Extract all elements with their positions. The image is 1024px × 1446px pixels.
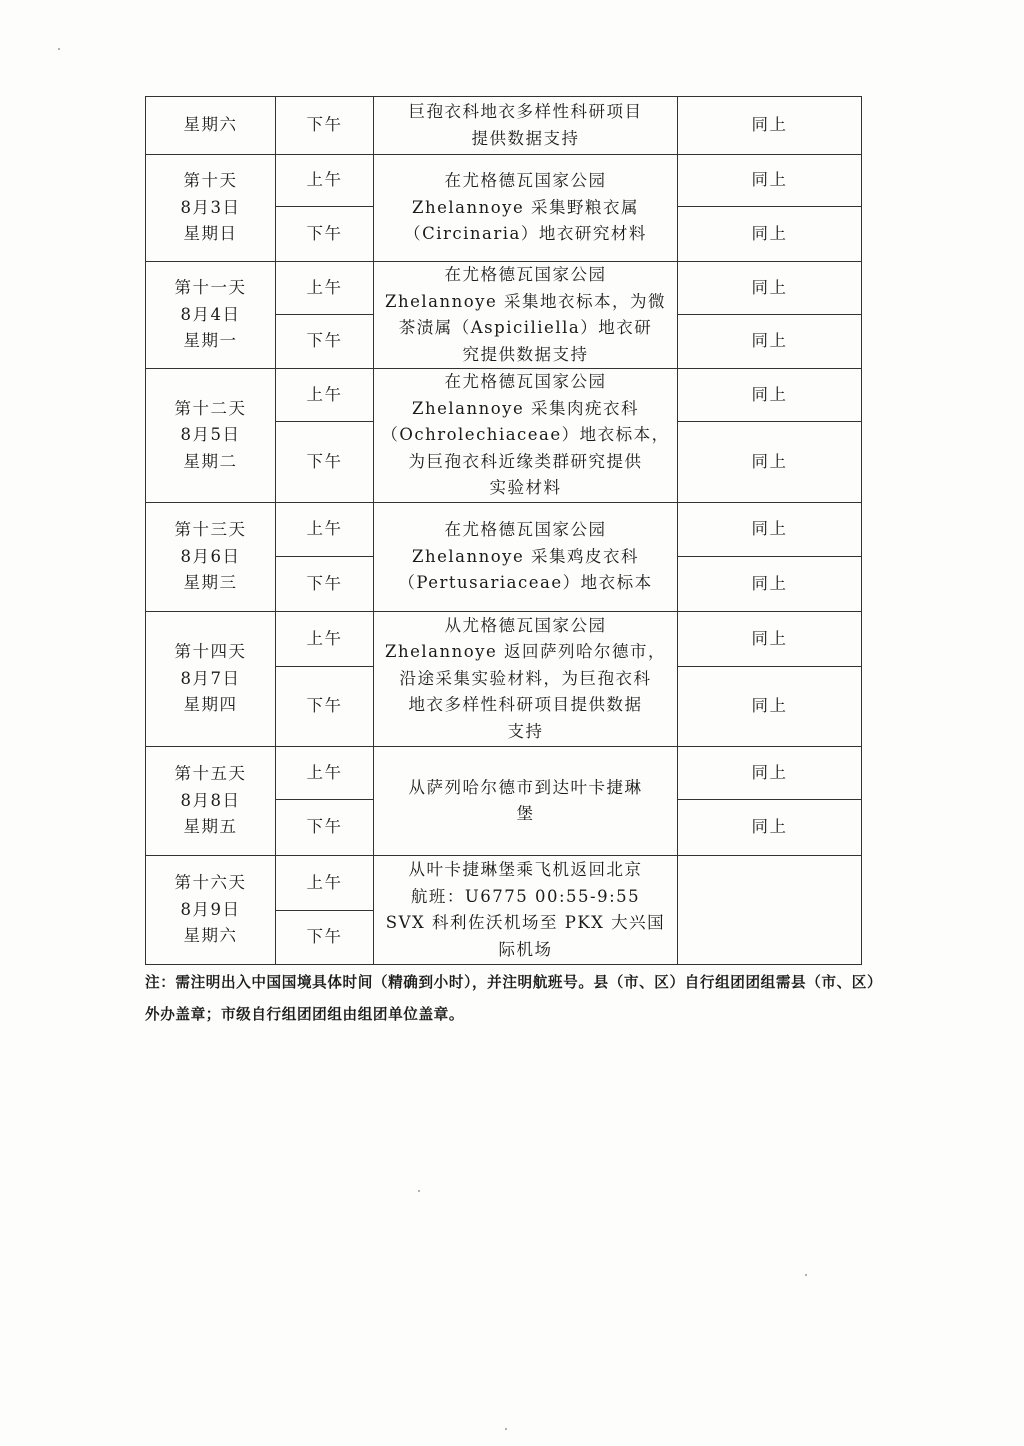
- scan-speck: [505, 1428, 507, 1430]
- note-cell: 同上: [678, 503, 862, 557]
- day-cell: 第十三天 8月6日 星期三: [146, 503, 276, 612]
- period-cell: 上午: [276, 155, 374, 207]
- itinerary-table: [145, 96, 862, 965]
- day-cell: 第十一天 8月4日 星期一: [146, 262, 276, 369]
- day-cell: 第十四天 8月7日 星期四: [146, 612, 276, 747]
- note-cell: 同上: [678, 747, 862, 800]
- activity-cell: 在尤格德瓦国家公园 Zhelannoye 采集野粮衣属 （Circinaria）地衣研究材料: [374, 155, 678, 262]
- period-cell: 下午: [276, 315, 374, 369]
- note-cell: 同上: [678, 315, 862, 369]
- activity-cell: 从萨列哈尔德市到达叶卡捷琳 堡: [374, 747, 678, 856]
- activity-cell: 在尤格德瓦国家公园 Zhelannoye 采集鸡皮衣科 （Pertusariaceae）地衣标本: [374, 503, 678, 612]
- scan-speck: [58, 48, 60, 50]
- activity-cell: 从尤格德瓦国家公园 Zhelannoye 返回萨列哈尔德市， 沿途采集实验材料，为巨孢衣科 地衣多样性科研项目提供数据 支持: [374, 612, 678, 747]
- day-cell: 星期六: [146, 97, 276, 155]
- period-cell: 上午: [276, 503, 374, 557]
- period-cell: 下午: [276, 557, 374, 612]
- note-cell: 同上: [678, 800, 862, 856]
- day-cell: 第十天 8月3日 星期日: [146, 155, 276, 262]
- note-cell: [678, 856, 862, 965]
- table-row: [146, 612, 862, 667]
- period-cell: 下午: [276, 667, 374, 747]
- period-cell: 上午: [276, 612, 374, 667]
- activity-cell: 从叶卡捷琳堡乘飞机返回北京 航班：U6775 00:55-9:55 SVX 科利佐沃机场至 PKX 大兴国 际机场: [374, 856, 678, 965]
- note-cell: 同上: [678, 97, 862, 155]
- table-row: [146, 262, 862, 315]
- period-cell: 下午: [276, 207, 374, 262]
- note-cell: 同上: [678, 369, 862, 422]
- day-cell: 第十五天 8月8日 星期五: [146, 747, 276, 856]
- period-cell: 上午: [276, 262, 374, 315]
- table-row: [146, 747, 862, 800]
- note-cell: 同上: [678, 612, 862, 667]
- period-cell: 上午: [276, 856, 374, 911]
- table-row: [146, 856, 862, 911]
- day-cell: 第十二天 8月5日 星期二: [146, 369, 276, 503]
- note-cell: 同上: [678, 422, 862, 503]
- table-row: [146, 155, 862, 207]
- period-cell: 上午: [276, 369, 374, 422]
- footnote: 注：需注明出入中国国境具体时间（精确到小时），并注明航班号。县（市、区）自行组团团组需县（市、区）外办盖章；市级自行组团团组由组团单位盖章。: [145, 974, 875, 1023]
- note-cell: 同上: [678, 207, 862, 262]
- table-row: [146, 503, 862, 557]
- note-cell: 同上: [678, 262, 862, 315]
- activity-cell: 在尤格德瓦国家公园 Zhelannoye 采集肉疣衣科 （Ochrolechiaceae）地衣标本， 为巨孢衣科近缘类群研究提供 实验材料: [374, 369, 678, 503]
- period-cell: 上午: [276, 747, 374, 800]
- period-cell: 下午: [276, 911, 374, 965]
- note-cell: 同上: [678, 667, 862, 747]
- activity-cell: 巨孢衣科地衣多样性科研项目 提供数据支持: [374, 97, 678, 155]
- note-cell: 同上: [678, 557, 862, 612]
- scan-speck: [805, 1274, 807, 1276]
- period-cell: 下午: [276, 422, 374, 503]
- period-cell: 下午: [276, 800, 374, 856]
- period-cell: 下午: [276, 97, 374, 155]
- table-row: [146, 97, 862, 155]
- note-cell: 同上: [678, 155, 862, 207]
- activity-cell: 在尤格德瓦国家公园 Zhelannoye 采集地衣标本，为微 茶渍属（Aspiciliella）地衣研 究提供数据支持: [374, 262, 678, 369]
- table-row: [146, 369, 862, 422]
- day-cell: 第十六天 8月9日 星期六: [146, 856, 276, 965]
- scan-speck: [418, 1190, 420, 1192]
